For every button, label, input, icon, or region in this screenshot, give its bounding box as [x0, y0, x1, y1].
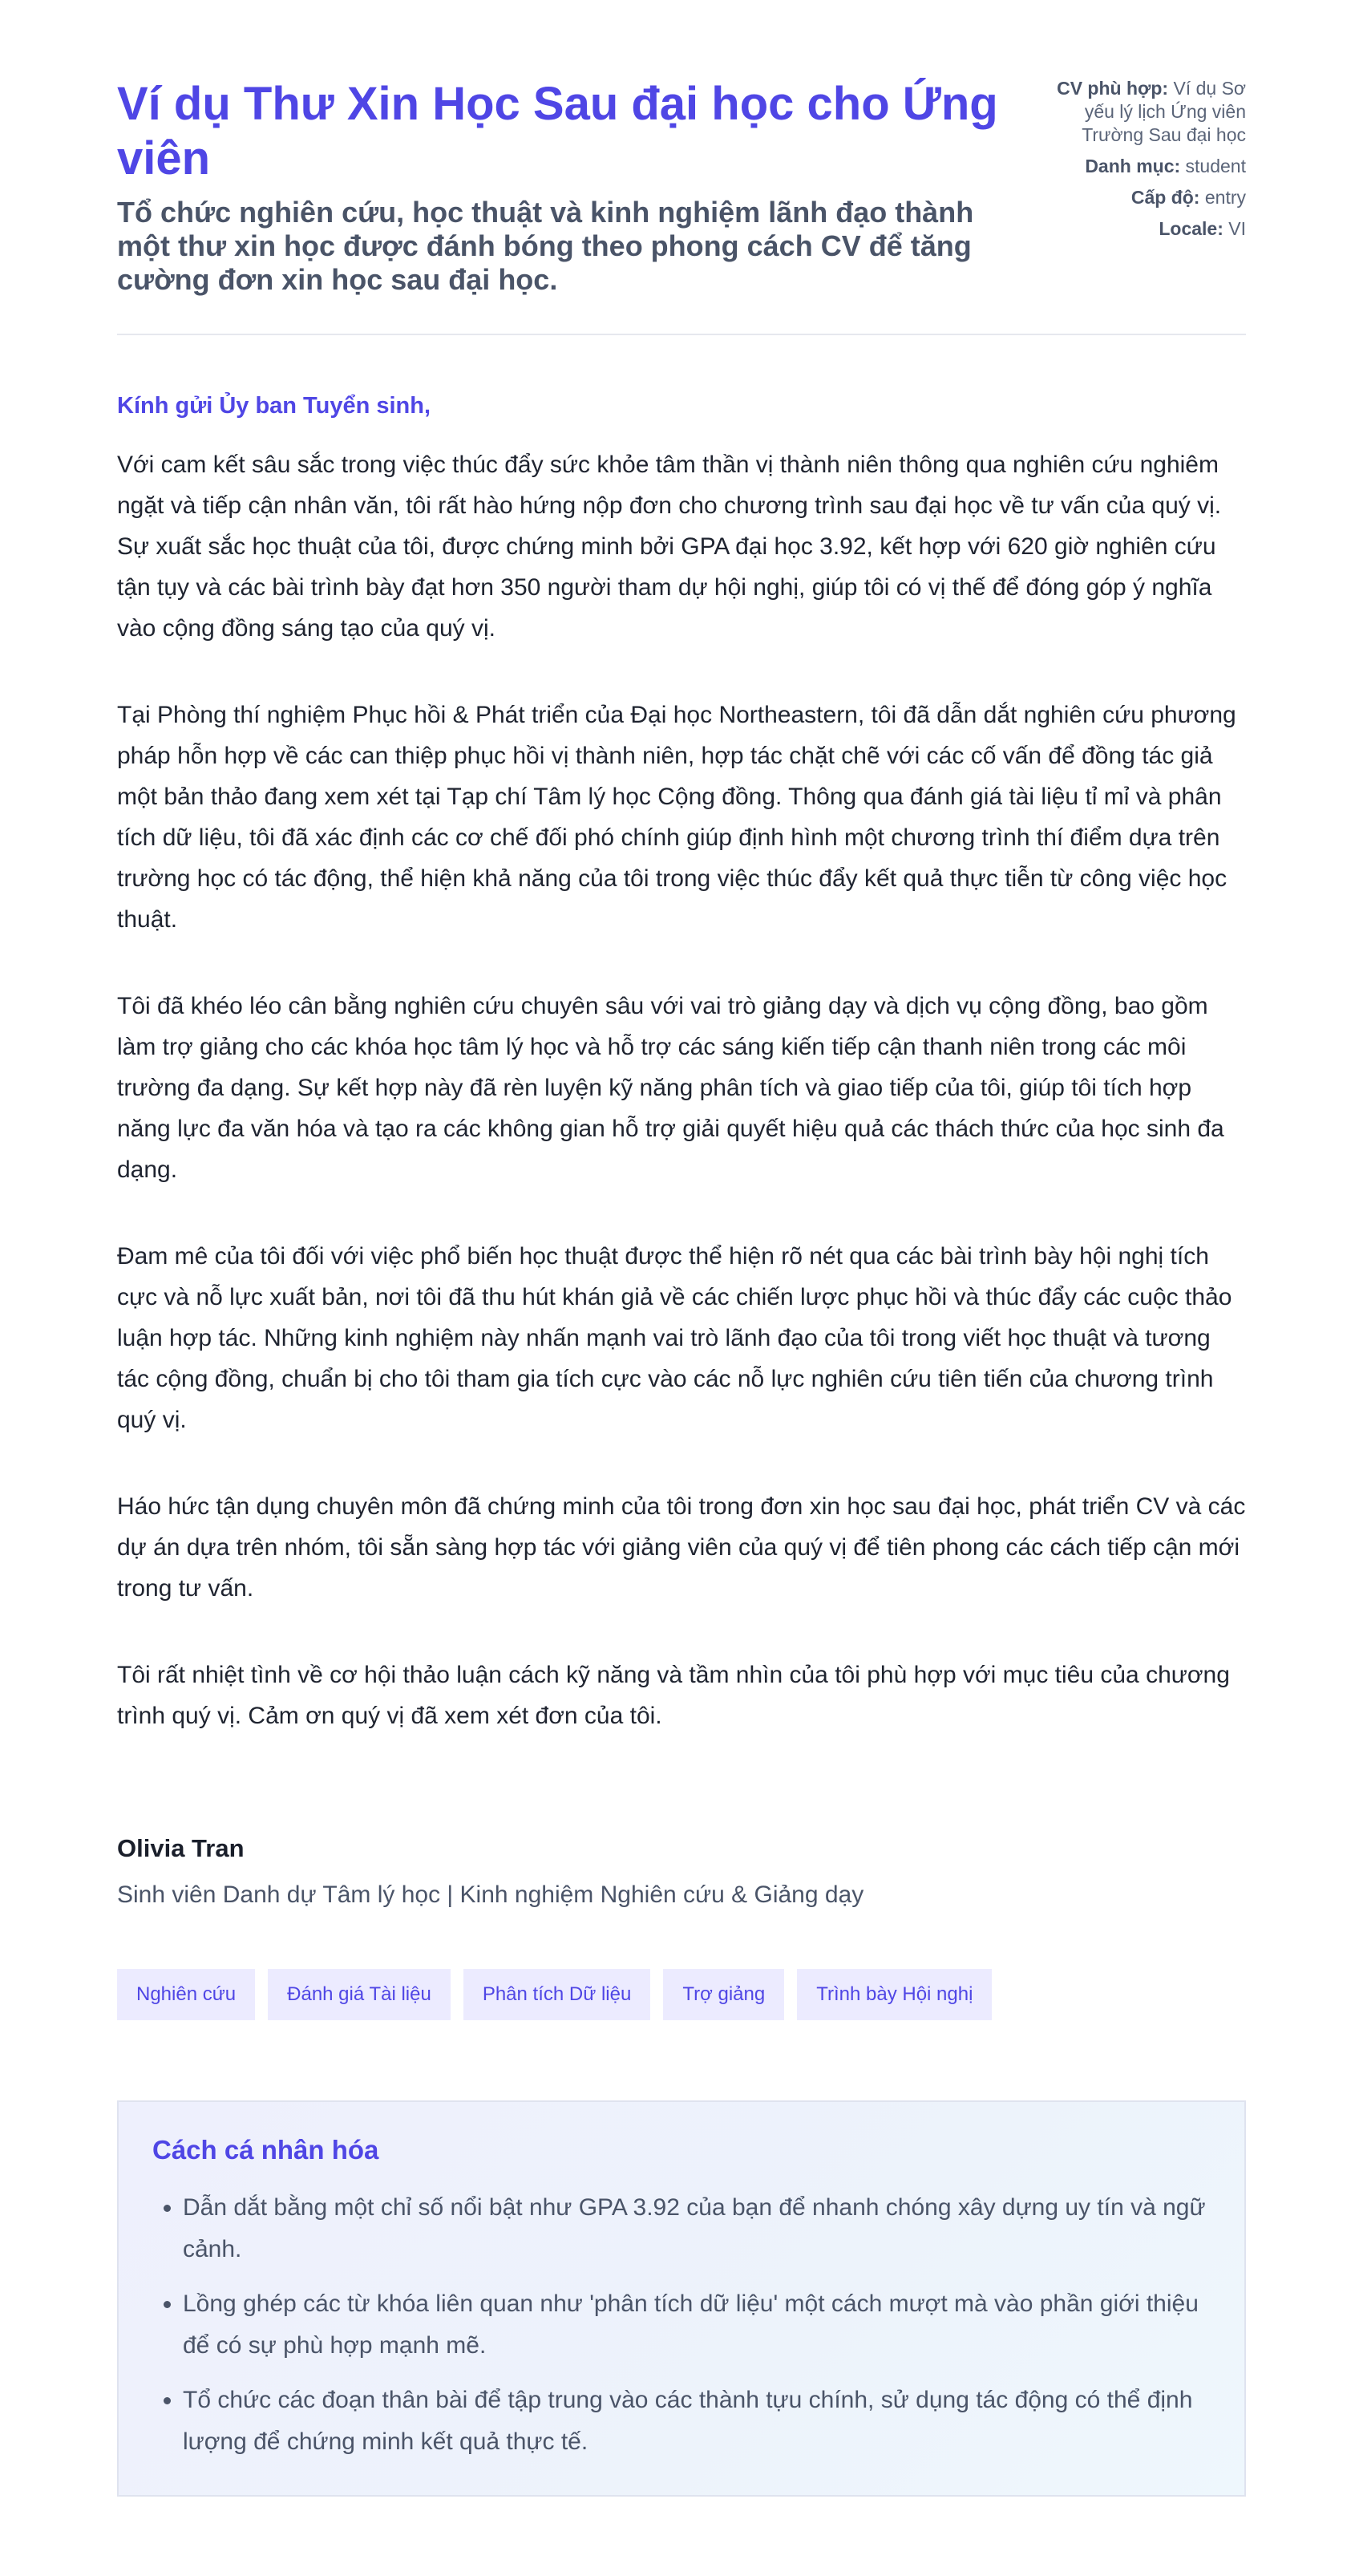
meta-key: Locale: — [1159, 218, 1223, 239]
signature-title: Sinh viên Danh dự Tâm lý học | Kinh nghiệm Nghiên cứu & Giảng dạy — [117, 1881, 864, 1908]
page-header — [117, 77, 1246, 335]
meta-key: Danh mục: — [1085, 156, 1181, 176]
meta-value: entry — [1204, 187, 1246, 208]
tip-item: • Tổ chức các đoạn thân bài để tập trung vào các thành tựu chính, sử dụng tác động có thể định lượng để chứng minh kết quả thực tế. — [183, 2380, 1211, 2463]
skill-tags — [117, 1969, 1246, 2020]
skill-tag: Phân tích Dữ liệu — [463, 1969, 651, 2020]
letter-body — [117, 335, 1246, 1911]
skill-tag: Trợ giảng — [663, 1969, 784, 2020]
meta-row-matching-cv — [1037, 77, 1246, 147]
meta-value: student — [1185, 156, 1246, 176]
cover-letter-page — [117, 0, 1246, 2497]
meta-value: VI — [1228, 218, 1246, 239]
letter-paragraph: Tôi đã khéo léo cân bằng nghiên cứu chuyên sâu với vai trò giảng dạy và dịch vụ cộng đồng, bao gồm làm trợ giảng cho các khóa học tâm lý học và hỗ trợ các sáng kiến tiếp cận thanh niên trong các môi trường đa dạng. Sự kết hợp này đã rèn luyện kỹ năng phân tích và giao tiếp của tôi, giúp tôi tích hợp năng lực đa văn hóa và tạo ra các không gian hỗ trợ giải quyết hiệu quả các thách thức của học sinh đa dạng. — [117, 993, 1224, 1183]
tips-list — [152, 2187, 1211, 2463]
meta-key: CV phù hợp: — [1057, 78, 1169, 99]
letter-paragraph: Háo hức tận dụng chuyên môn đã chứng minh của tôi trong đơn xin học sau đại học, phát triển CV và các dự án dựa trên nhóm, tôi sẵn sàng hợp tác với giảng viên của quý vị để tiên phong các cách tiếp cận mới trong tư vấn. — [117, 1493, 1246, 1602]
meta-row-category — [1037, 155, 1246, 178]
letter-paragraph: Tại Phòng thí nghiệm Phục hồi & Phát triển của Đại học Northeastern, tôi đã dẫn dắt nghiên cứu phương pháp hỗn hợp về các can thiệp phục hồi vị thành niên, hợp tác chặt chẽ với các cố vấn để đồng tác giả một bản thảo đang xem xét tại Tạp chí Tâm lý học Cộng đồng. Thông qua đánh giá tài liệu tỉ mỉ và phân tích dữ liệu, tôi đã xác định các cơ chế đối phó chính giúp định hình một chương trình thí điểm dựa trên trường học có tác động, thể hiện khả năng của tôi trong việc thúc đẩy kết quả thực tiễn từ công việc học thuật. — [117, 702, 1236, 933]
skill-tag: Đánh giá Tài liệu — [268, 1969, 451, 2020]
letter-paragraph: Với cam kết sâu sắc trong việc thúc đẩy sức khỏe tâm thần vị thành niên thông qua nghiên cứu nghiêm ngặt và tiếp cận nhân văn, tôi rất hào hứng nộp đơn cho chương trình sau đại học về tư vấn của quý vị. Sự xuất sắc học thuật của tôi, được chứng minh bởi GPA đại học 3.92, kết hợp với 620 giờ nghiên cứu tận tụy và các bài trình bày đạt hơn 350 người tham dự hội nghị, giúp tôi có vị thế để đóng góp ý nghĩa vào cộng đồng sáng tạo của quý vị. — [117, 452, 1222, 642]
skill-tag: Nghiên cứu — [117, 1969, 255, 2020]
meta-row-level — [1037, 186, 1246, 209]
page-subtitle: Tổ chức nghiên cứu, học thuật và kinh nghiệm lãnh đạo thành một thư xin học được đánh bóng theo phong cách CV để tăng cường đơn xin học sau đại học. — [117, 196, 974, 296]
tip-item: • Lồng ghép các từ khóa liên quan như 'phân tích dữ liệu' một cách mượt mà vào phần giới thiệu để có sự phù hợp mạnh mẽ. — [183, 2283, 1211, 2367]
meta-row-locale — [1037, 217, 1246, 241]
salutation: Kính gửi Ủy ban Tuyển sinh, — [117, 393, 431, 419]
letter-paragraph: Tôi rất nhiệt tình về cơ hội thảo luận cách kỹ năng và tầm nhìn của tôi phù hợp với mục tiêu của chương trình quý vị. Cảm ơn quý vị đã xem xét đơn của tôi. — [117, 1662, 1230, 1729]
skill-tag: Trình bày Hội nghị — [797, 1969, 992, 2020]
header-left — [117, 77, 999, 297]
page-title: Ví dụ Thư Xin Học Sau đại học cho Ứng viên — [117, 78, 998, 184]
tip-item: • Dẫn dắt bằng một chỉ số nổi bật như GPA 3.92 của bạn để nhanh chóng xây dựng uy tín và ngữ cảnh. — [183, 2187, 1211, 2270]
meta-key: Cấp độ: — [1130, 187, 1200, 208]
letter-paragraph: Đam mê của tôi đối với việc phổ biến học thuật được thể hiện rõ nét qua các bài trình bày hội nghị tích cực và nỗ lực xuất bản, nơi tôi đã thu hút khán giả về các chiến lược phục hồi và thúc đẩy các cuộc thảo luận hợp tác. Những kinh nghiệm này nhấn mạnh vai trò lãnh đạo của tôi trong viết học thuật và tương tác cộng đồng, chuẩn bị cho tôi tham gia tích cực vào các nỗ lực nghiên cứu tiên tiến của chương trình quý vị. — [117, 1243, 1232, 1433]
tips-title: Cách cá nhân hóa — [152, 2135, 379, 2165]
meta-value: Ví dụ Sơ yếu lý lịch Ứng viên Trường Sau đại học — [1082, 78, 1246, 145]
personalization-tips — [117, 2100, 1246, 2497]
signature-name: Olivia Tran — [117, 1834, 245, 1862]
meta-panel — [1037, 77, 1246, 249]
